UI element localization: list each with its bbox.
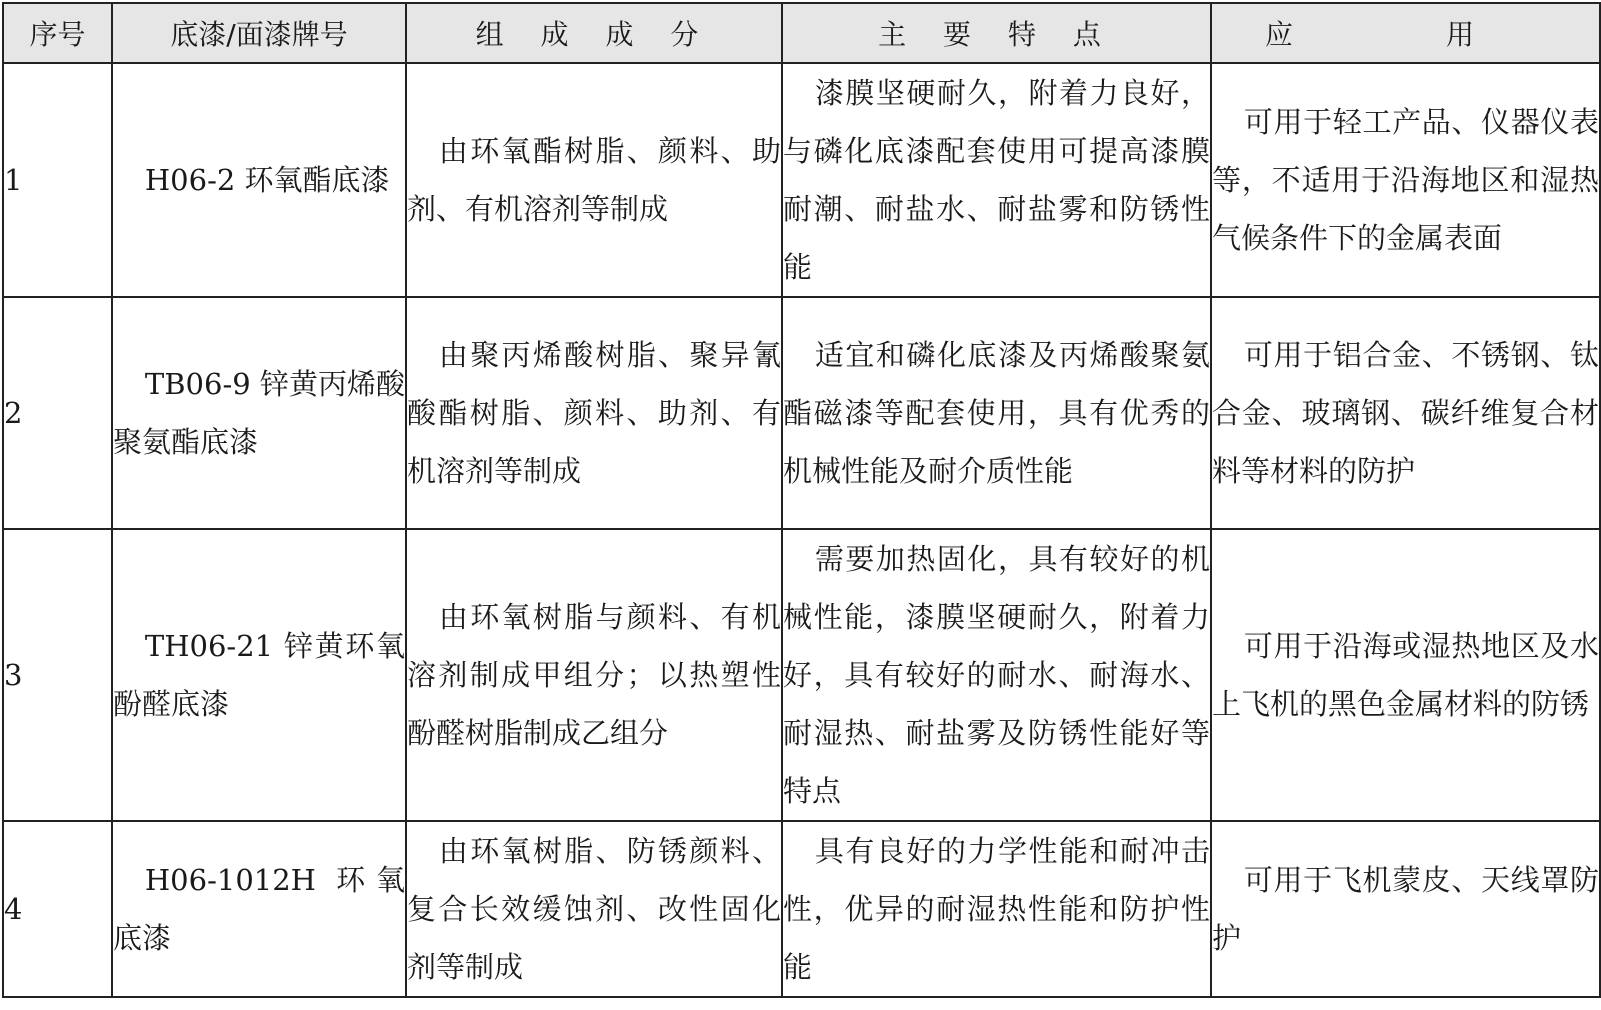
table-row [3, 529, 1600, 821]
header-index: 序号 [3, 3, 112, 63]
row-features-text: 适宜和磷化底漆及丙烯酸聚氨酯磁漆等配套使用，具有优秀的机械性能及耐介质性能 [783, 338, 1210, 488]
row-application [1211, 63, 1600, 297]
table-row [3, 821, 1600, 997]
row-model [112, 529, 406, 821]
row-index: 1 [3, 63, 112, 297]
row-application [1211, 529, 1600, 821]
table-row [3, 297, 1600, 529]
row-features-text: 漆膜坚硬耐久，附着力良好，与磷化底漆配套使用可提高漆膜耐潮、耐盐水、耐盐雾和防锈性能 [783, 76, 1210, 284]
row-composition [406, 529, 782, 821]
row-composition [406, 63, 782, 297]
table-row [3, 63, 1600, 297]
row-index: 3 [3, 529, 112, 821]
row-model-text: TB06-9 锌黄丙烯酸聚氨酯底漆 [113, 367, 405, 459]
header-row [3, 3, 1600, 63]
row-features-text: 具有良好的力学性能和耐冲击性，优异的耐湿热性能和防护性能 [783, 834, 1210, 984]
row-application [1211, 821, 1600, 997]
row-model [112, 297, 406, 529]
row-index: 4 [3, 821, 112, 997]
row-index: 2 [3, 297, 112, 529]
row-model [112, 821, 406, 997]
header-features: 主 要 特 点 [782, 3, 1211, 63]
primer-spec-table [2, 2, 1601, 998]
header-model: 底漆/面漆牌号 [112, 3, 406, 63]
row-composition-text: 由环氧树脂与颜料、有机溶剂制成甲组分；以热塑性酚醛树脂制成乙组分 [407, 600, 781, 750]
row-features [782, 63, 1211, 297]
header-application: 应 用 [1211, 3, 1600, 63]
row-composition-text: 由环氧树脂、防锈颜料、复合长效缓蚀剂、改性固化剂等制成 [407, 834, 781, 984]
row-model-text: H06-1012H 环氧底漆 [113, 863, 405, 955]
header-composition: 组 成 成 分 [406, 3, 782, 63]
row-composition [406, 821, 782, 997]
row-composition-text: 由聚丙烯酸树脂、聚异氰酸酯树脂、颜料、助剂、有机溶剂等制成 [407, 338, 781, 488]
row-features [782, 821, 1211, 997]
row-model [112, 63, 406, 297]
row-application-text: 可用于铝合金、不锈钢、钛合金、玻璃钢、碳纤维复合材料等材料的防护 [1212, 338, 1599, 488]
row-application [1211, 297, 1600, 529]
row-features [782, 297, 1211, 529]
row-model-text: TH06-21 锌黄环氧酚醛底漆 [113, 629, 405, 721]
row-features [782, 529, 1211, 821]
row-application-text: 可用于飞机蒙皮、天线罩防护 [1212, 863, 1599, 955]
row-model-text: H06-2 环氧酯底漆 [144, 163, 390, 197]
row-composition [406, 297, 782, 529]
row-composition-text: 由环氧酯树脂、颜料、助剂、有机溶剂等制成 [407, 134, 781, 226]
row-application-text: 可用于沿海或湿热地区及水上飞机的黑色金属材料的防锈 [1212, 629, 1599, 721]
row-features-text: 需要加热固化，具有较好的机械性能，漆膜坚硬耐久，附着力好，具有较好的耐水、耐海水、耐湿热、耐盐雾及防锈性能好等特点 [783, 542, 1210, 808]
row-application-text: 可用于轻工产品、仪器仪表等，不适用于沿海地区和湿热气候条件下的金属表面 [1212, 105, 1599, 255]
